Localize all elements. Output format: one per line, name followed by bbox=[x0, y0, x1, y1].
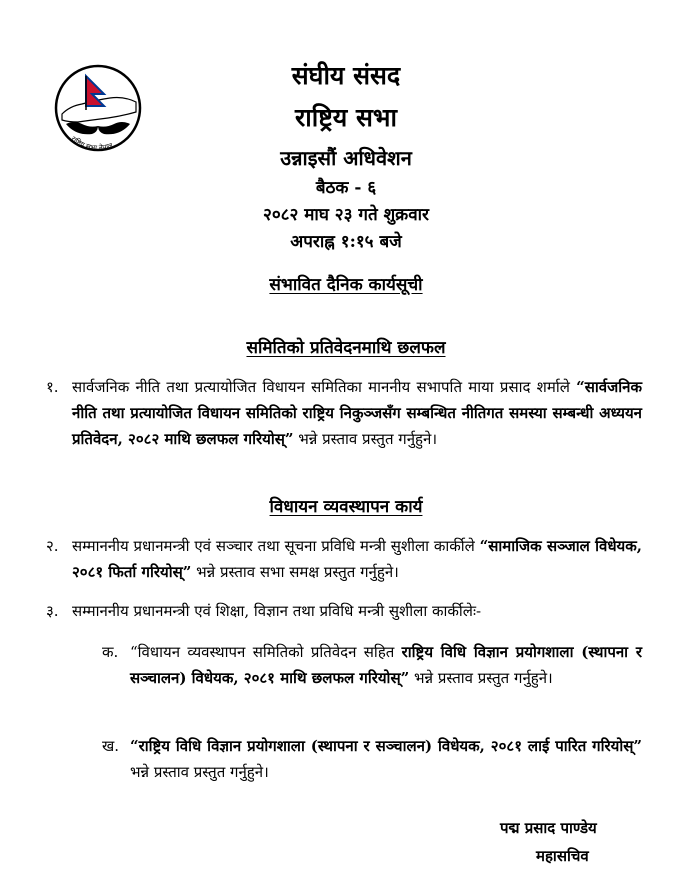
signatory-title: महासचिव bbox=[536, 847, 589, 865]
subitem-label: ख. bbox=[102, 737, 120, 755]
signatory-name: पद्म प्रसाद पाण्डेय bbox=[500, 819, 597, 837]
agenda-item-1: सार्वजनिक नीति तथा प्रत्यायोजित विधायन समितिका माननीय सभापति माया प्रसाद शर्माले “सार्वजनिक नीति तथा प्रत्यायोजित विधायन समितिको राष्ट्रिय निकुञ्जसँग सम्बन्धित नीतिगत समस्या सम्बन्धी अध्ययन प्रतिवेदन, २०८२ माथि छलफल गरियोस्” भन्ने प्रस्ताव प्रस्तुत गर्नुहुने। bbox=[72, 378, 642, 448]
agenda-item-3a: “विधायन व्यवस्थापन समितिको प्रतिवेदन सहित राष्ट्रिय विधि विज्ञान प्रयोगशाला (स्थापना र सञ्चालन) विधेयक, २०८१ माथि छलफल गरियोस्” भन्ने प्रस्ताव प्रस्तुत गर्नुहुने। bbox=[130, 643, 642, 687]
meeting-number: बैठक - ६ bbox=[315, 178, 377, 198]
section-legislation-title: विधायन व्यवस्थापन कार्य bbox=[269, 497, 423, 517]
meeting-date: २०८२ माघ २३ गते शुक्रवार bbox=[262, 205, 429, 225]
house-name: राष्ट्रिय सभा bbox=[295, 103, 397, 132]
item-number: २. bbox=[46, 537, 59, 555]
section-committee-report-title: समितिको प्रतिवेदनमाथि छलफल bbox=[246, 338, 446, 358]
emblem-ring-text: राष्ट्रिय सभा नेपाल bbox=[69, 134, 114, 153]
item-number: १. bbox=[46, 378, 59, 396]
subitem-label: क. bbox=[102, 643, 119, 661]
agenda-item-3b: “राष्ट्रिय विधि विज्ञान प्रयोगशाला (स्थापना र सञ्चालन) विधेयक, २०८१ लाई पारित गरियोस्” भन्ने प्रस्ताव प्रस्तुत गर्नुहुने। bbox=[130, 737, 642, 781]
meeting-time: अपराह्न १:१५ बजे bbox=[290, 232, 402, 252]
item-number: ३. bbox=[46, 602, 59, 620]
agenda-item-3: सम्माननीय प्रधानमन्त्री एवं शिक्षा, विज्ञान तथा प्रविधि मन्त्री सुशीला कार्कीलेः- bbox=[72, 602, 482, 620]
agenda-title: संभावित दैनिक कार्यसूची bbox=[269, 275, 423, 295]
session-name: उन्नाइसौं अधिवेशन bbox=[280, 146, 412, 170]
agenda-item-2: सम्माननीय प्रधानमन्त्री एवं सञ्चार तथा सूचना प्रविधि मन्त्री सुशीला कार्कीले “सामाजिक सञ्जाल विधेयक, २०८१ फिर्ता गरियोस्” भन्ने प्रस्ताव सभा समक्ष प्रस्तुत गर्नुहुने। bbox=[72, 537, 642, 581]
parliament-name: संघीय संसद bbox=[291, 61, 401, 90]
